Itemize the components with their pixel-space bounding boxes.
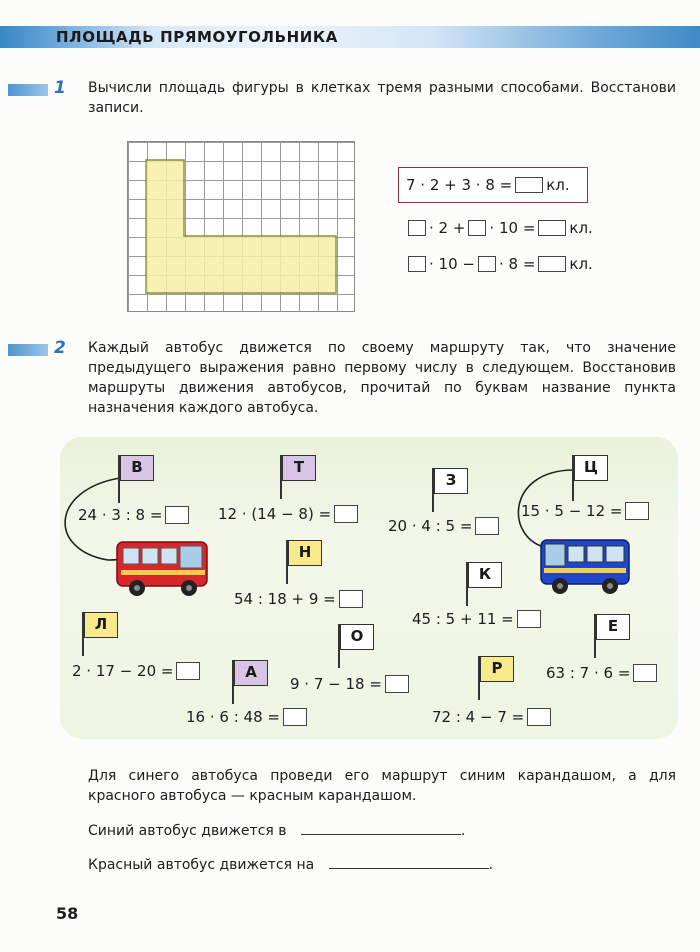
task2-text: Каждый автобус движется по своему маршруту так, что значение предыдущего выражения равно первому числу в следующем. Восстановив маршруты движения автобусов, прочитай по буквам название пункта назначения каждого автобуса. [88,340,676,416]
expr-l [72,661,203,681]
equation-3-part-b: · 8 = [498,255,536,273]
flag-letter: А [234,660,268,686]
flag-letter: Т [282,455,316,481]
flag-letter: К [468,562,502,588]
flag-letter: Е [596,614,630,640]
answer-box[interactable] [385,675,409,693]
expr-o [290,674,412,694]
expr-text: 2 · 17 − 20 = [72,662,174,680]
expr-e [546,663,660,683]
answer-box[interactable] [176,662,200,680]
expr-text: 9 · 7 − 18 = [290,675,382,693]
answer-box[interactable] [339,590,363,608]
answer-blue-label: Синий автобус движется в [88,823,287,839]
expr-text: 63 : 7 · 6 = [546,664,631,682]
expr-text: 20 · 4 : 5 = [388,517,473,535]
flag-letter: Ц [574,455,608,481]
answer-box[interactable] [527,708,551,726]
expr-text: 16 · 6 : 48 = [186,708,280,726]
expr-k [412,609,544,629]
expr-ts [521,501,652,521]
red-bus-icon [113,536,213,598]
answer-box[interactable] [633,664,657,682]
equation-3-part-a: · 10 − [429,255,475,273]
expr-r [432,707,554,727]
equation-2-part-b: · 10 = [489,219,536,237]
answer-blank[interactable] [301,820,461,835]
page-number: 58 [56,904,79,923]
flag-letter: З [434,468,468,494]
answer-line-red: Красный автобус движется на . [88,854,493,875]
equation-2-unit: кл. [569,219,593,237]
page-title: ПЛОЩАДЬ ПРЯМОУГОЛЬНИКА [56,28,338,46]
equation-2-part-a: · 2 + [429,219,466,237]
expr-text: 15 · 5 − 12 = [521,502,623,520]
expr-text: 45 : 5 + 11 = [412,610,514,628]
flag-letter: Н [288,540,322,566]
flag-letter: В [120,455,154,481]
answer-box[interactable] [165,506,189,524]
expr-text: 12 · (14 − 8) = [218,505,332,523]
flag-letter: Р [480,656,514,682]
equation-3-unit: кл. [569,255,593,273]
expr-v [78,505,192,525]
answer-blank[interactable] [329,854,489,869]
expr-text: 24 · 3 : 8 = [78,506,163,524]
answer-red-label: Красный автобус движется на [88,857,315,873]
flag-letter: Л [84,612,118,638]
answer-line-blue: Синий автобус движется в . [88,820,465,841]
expr-t [218,504,361,524]
answer-box[interactable] [334,505,358,523]
expr-text: 54 : 18 + 9 = [234,590,336,608]
expr-n [234,589,366,609]
answer-box[interactable] [625,502,649,520]
equation-1-unit: кл. [546,176,570,194]
expr-text: 72 : 4 − 7 = [432,708,525,726]
task-number-1: 1 [54,78,66,98]
instruction-text: Для синего автобуса проведи его маршрут синим карандашом, а для красного автобуса — красным карандашом. [88,768,676,804]
answer-box[interactable] [475,517,499,535]
answer-box[interactable] [517,610,541,628]
task-number-2: 2 [54,338,66,358]
answer-box[interactable] [283,708,307,726]
equation-1-text: 7 · 2 + 3 · 8 = [406,176,513,194]
task1-text: Вычисли площадь фигуры в клетках тремя разными способами. Восстанови записи. [88,80,676,116]
blue-bus-icon [538,534,634,596]
expr-z [388,516,502,536]
flag-letter: О [340,624,374,650]
expr-a [186,707,310,727]
